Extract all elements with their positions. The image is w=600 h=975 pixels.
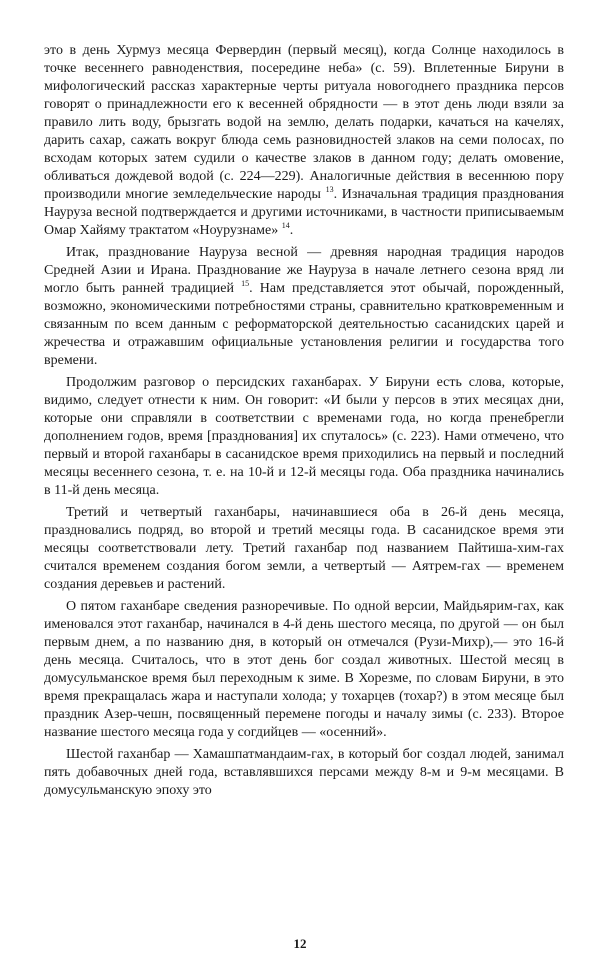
text-run: Шестой гаханбар — Хамашпатмандаим-гах, в который бог создал людей, занимал пять добавочных дней года, вставлявшихся персами между 8-м и 9-м месяцами. В домусульманскую эпоху это: [44, 747, 564, 798]
text-run: .: [289, 223, 294, 238]
footnote-ref: 14: [281, 221, 290, 230]
text-run: Итак, празднование Науруза весной — древняя народная традиция народов Средней Азии и Ирана. Празднование же Науруза в начале летнего сезона вряд ли могло быть ранней традицией: [44, 245, 564, 296]
footnote-ref: 13: [325, 185, 334, 194]
paragraph: [44, 374, 564, 500]
page-number: 12: [293, 936, 307, 951]
paragraph: [44, 598, 564, 742]
text-run: Продолжим разговор о персидских гаханбарах. У Бируни есть слова, которые, видимо, следует отнести к ним. Он говорит: «И были у персов в этих месяцах дни, которые они справляли в соответствии с временами года, но когда пренебрегли дополнением годов, время [празднования] их спуталось» (с. 223). Нами отмечено, что первый и второй гаханбары в сасанидское время приходились на первый и последний месяцы весеннего сезона, т. е. на 10-й и 12-й месяцы года. Оба праздника начинались в 11-й день месяца.: [44, 375, 564, 498]
paragraph: [44, 244, 564, 370]
paragraph: [44, 42, 564, 240]
text-run: О пятом гаханбаре сведения разноречивые. По одной версии, Майдьярим-гах, как именовался этот гаханбар, начинался в 4-й день шестого месяца, по другой — он был первым днем, а по названию дня, в который он отмечался (Рузи-Михр),— это 16-й день месяца. Считалось, что в этот день бог создал животных. Шестой месяц в домусульманское время был переходным к зиме. В Хорезме, по словам Бируни, в это время прекращалась жара и наступали холода; у тохарцев (тохар?) в этом месяце был праздник Азер-чешн, посвященный перемене погоды и началу зимы (с. 233). Второе название шестого месяца года у согдийцев — «осенний».: [44, 599, 564, 740]
paragraph: [44, 504, 564, 594]
text-run: . Изначальная традиция празднования Науруза весной подтверждается и другими источниками, в частности приписываемым Омар Хайяму трактатом «Ноурузнаме»: [44, 187, 564, 238]
footnote-ref: 15: [241, 279, 250, 288]
text-run: это в день Хурмуз месяца Фервердин (первый месяц), когда Солнце находилось в точке весеннего равноденствия, посередине неба» (с. 59). Вплетенные Бируни в мифологический рассказ характерные черты ритуала новогоднего праздника персов говорят о принадлежности его к весенней обрядности — в этот день люди взяли за правило лить воду, брызгать водой на землю, делать подарки, качаться на качелях, дарить сахар, сажать вокруг блюда семь разновидностей злаков на семи полосах, по всходам которых затем судили о качестве злаков в данном году; делать омовение, обливаться дождевой водой (с. 224—229). Аналогичные действия в весеннюю пору производили многие земледельческие народы: [44, 43, 564, 202]
body-text: [44, 42, 564, 804]
paragraph: [44, 746, 564, 800]
text-run: Третий и четвертый гаханбары, начинавшиеся оба в 26-й день месяца, праздновались подряд, во второй и третий месяцы года. В сасанидское время эти месяцы соответствовали лету. Третий гаханбар под названием Пайтиша-хим-гах считался временем создания богом земли, а четвертый — Аятрем-гах — временем создания деревьев и растений.: [44, 505, 564, 592]
text-run: . Нам представляется этот обычай, порожденный, возможно, экономическими потребностями страны, сравнительно кратковременным и связанным по всем данным с реформаторской деятельностью сасанидских царей и жречества и отражавшим официальные установления религии и государства того времени.: [44, 281, 564, 368]
